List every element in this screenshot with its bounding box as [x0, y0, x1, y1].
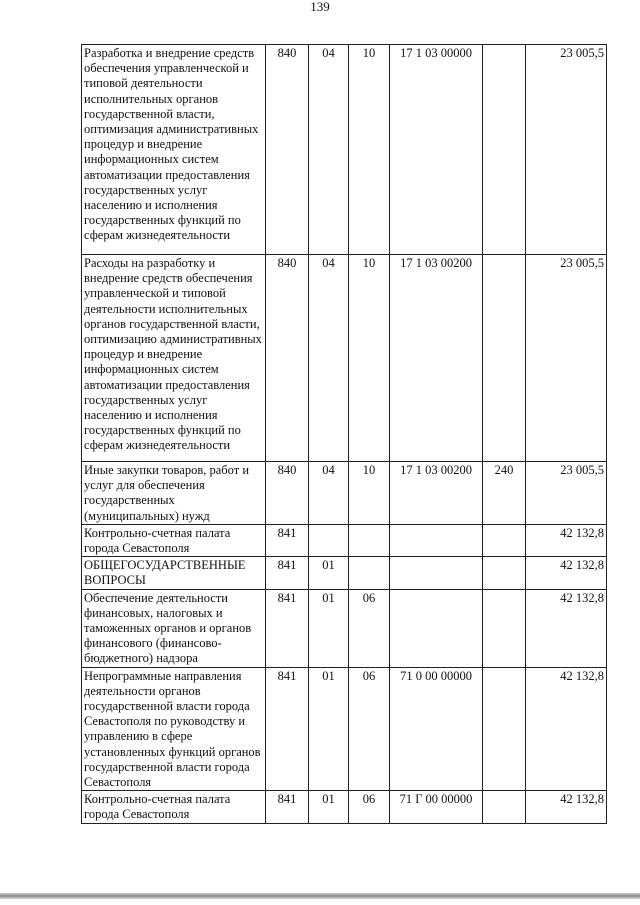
row-csr: [390, 524, 483, 556]
row-csr: [390, 589, 483, 667]
table-row: [82, 255, 607, 462]
row-pr: 10: [349, 45, 390, 255]
table-row: [82, 667, 607, 791]
row-csr: 17 1 03 00000: [390, 45, 483, 255]
row-rz: 04: [309, 45, 349, 255]
row-vr: [483, 524, 526, 556]
row-rz: 01: [309, 791, 349, 823]
budget-table: [81, 44, 607, 824]
row-pr: 06: [349, 791, 390, 823]
row-name: Непрограммные направления деятельности органов государственной власти города Севастополя по руководству и управлению в сфере установленных функций органов государственной власти города Севастополя: [82, 667, 266, 791]
table-row: [82, 557, 607, 589]
row-rz: 04: [309, 462, 349, 525]
row-pr: 10: [349, 462, 390, 525]
row-vr: 240: [483, 462, 526, 525]
row-rz: 01: [309, 667, 349, 791]
row-ved: 841: [266, 667, 309, 791]
row-vr: [483, 667, 526, 791]
row-csr: 71 0 00 00000: [390, 667, 483, 791]
row-csr: [390, 557, 483, 589]
row-name: Расходы на разработку и внедрение средств обеспечения управленческой и типовой деятельности исполнительных органов государственной власти, оптимизацию административных процедур и внедрение информационных систем автоматизации предоставления государственных услуг населению и исполнения государственных функций по сферам жизнедеятельности: [82, 255, 266, 462]
row-sum: 42 132,8: [526, 589, 607, 667]
row-name: Контрольно-счетная палата города Севастополя: [82, 791, 266, 823]
row-csr: 71 Г 00 00000: [390, 791, 483, 823]
row-pr: 10: [349, 255, 390, 462]
row-name: ОБЩЕГОСУДАРСТВЕННЫЕ ВОПРОСЫ: [82, 557, 266, 589]
row-sum: 23 005,5: [526, 462, 607, 525]
row-csr: 17 1 03 00200: [390, 462, 483, 525]
table-row: [82, 462, 607, 525]
row-name: Обеспечение деятельности финансовых, налоговых и таможенных органов и органов финансового (финансово-бюджетного) надзора: [82, 589, 266, 667]
table-row: [82, 524, 607, 556]
row-sum: 42 132,8: [526, 524, 607, 556]
table-row: [82, 589, 607, 667]
row-ved: 841: [266, 791, 309, 823]
row-vr: [483, 45, 526, 255]
row-pr: [349, 557, 390, 589]
row-ved: 840: [266, 45, 309, 255]
scan-edge-shadow: [0, 893, 640, 899]
row-csr: 17 1 03 00200: [390, 255, 483, 462]
row-name: Разработка и внедрение средств обеспечения управленческой и типовой деятельности исполнительных органов государственной власти, оптимизация административных процедур и внедрение информационных систем автоматизации предоставления государственных услуг населению и исполнения государственных функций по сферам жизнедеятельности: [82, 45, 266, 255]
row-vr: [483, 557, 526, 589]
row-vr: [483, 589, 526, 667]
row-pr: [349, 524, 390, 556]
row-rz: [309, 524, 349, 556]
row-vr: [483, 791, 526, 823]
row-sum: 42 132,8: [526, 557, 607, 589]
row-name: Иные закупки товаров, работ и услуг для обеспечения государственных (муниципальных) нужд: [82, 462, 266, 525]
table-row: [82, 791, 607, 823]
row-vr: [483, 255, 526, 462]
row-sum: 42 132,8: [526, 667, 607, 791]
row-sum: 23 005,5: [526, 255, 607, 462]
table-row: [82, 45, 607, 255]
row-rz: 01: [309, 557, 349, 589]
row-ved: 840: [266, 462, 309, 525]
row-sum: 23 005,5: [526, 45, 607, 255]
row-ved: 841: [266, 557, 309, 589]
row-rz: 01: [309, 589, 349, 667]
row-pr: 06: [349, 589, 390, 667]
row-sum: 42 132,8: [526, 791, 607, 823]
row-rz: 04: [309, 255, 349, 462]
row-ved: 841: [266, 589, 309, 667]
row-ved: 840: [266, 255, 309, 462]
row-ved: 841: [266, 524, 309, 556]
page-number: 139: [310, 0, 330, 14]
row-name: Контрольно-счетная палата города Севастополя: [82, 524, 266, 556]
row-pr: 06: [349, 667, 390, 791]
